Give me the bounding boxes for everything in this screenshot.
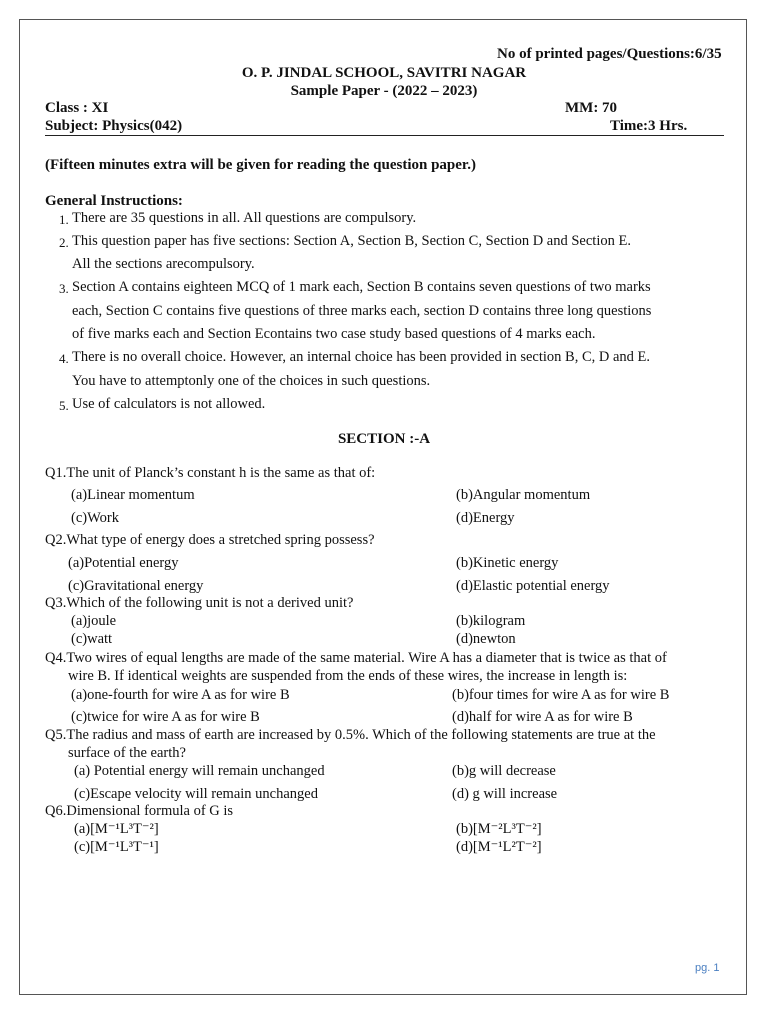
- school-name: O. P. JINDAL SCHOOL, SAVITRI NAGAR: [241, 65, 527, 81]
- section-title: SECTION :-A: [337, 431, 431, 447]
- instruction-number: 4.: [59, 351, 69, 366]
- option: (d)half for wire A as for wire B: [452, 709, 633, 725]
- question-text: Q5.The radius and mass of earth are increased by 0.5%. Which of the following statements are true at the: [45, 727, 656, 743]
- instruction-line: Section A contains eighteen MCQ of 1 mark each, Section B contains seven questions of two marks: [72, 279, 651, 295]
- question-text: wire B. If identical weights are suspended from the ends of these wires, the increase in length is:: [68, 668, 628, 684]
- question-text: Q2.What type of energy does a stretched spring possess?: [45, 532, 375, 548]
- option: (c)[M⁻¹L³T⁻¹]: [74, 839, 159, 855]
- option: (d)Elastic potential energy: [456, 578, 610, 594]
- header-divider: [45, 135, 724, 136]
- question-text: Q1.The unit of Planck’s constant h is the same as that of:: [45, 465, 376, 481]
- instruction-line: All the sections arecompulsory.: [72, 256, 255, 272]
- option: (b)Kinetic energy: [456, 555, 559, 571]
- option: (a)one-fourth for wire A as for wire B: [71, 687, 290, 703]
- option: (c)twice for wire A as for wire B: [71, 709, 260, 725]
- question-text: Q3.Which of the following unit is not a derived unit?: [45, 595, 354, 611]
- option: (b)[M⁻²L³T⁻²]: [456, 821, 542, 837]
- option: (a)Linear momentum: [71, 487, 195, 503]
- option: (b)Angular momentum: [456, 487, 591, 503]
- option: (b)four times for wire A as for wire B: [452, 687, 670, 703]
- time-label: Time:3 Hrs.: [610, 118, 688, 134]
- instruction-line: of five marks each and Section Econtains two case study based questions of 4 marks each.: [72, 326, 596, 342]
- instruction-number: 5.: [59, 398, 69, 413]
- instruction-line: This question paper has five sections: Section A, Section B, Section C, Section D and Section E.: [72, 233, 631, 249]
- option: (d)newton: [456, 631, 516, 647]
- paper-title: Sample Paper - (2022 – 2023): [290, 83, 478, 99]
- option: (a)joule: [71, 613, 117, 629]
- max-marks: MM: 70: [565, 100, 618, 116]
- subject-label: Subject: Physics(042): [45, 118, 183, 134]
- option: (a)[M⁻¹L³T⁻²]: [74, 821, 159, 837]
- option: (b)kilogram: [456, 613, 526, 629]
- option: (c)Escape velocity will remain unchanged: [74, 786, 318, 802]
- option: (c)Gravitational energy: [68, 578, 204, 594]
- option: (a)Potential energy: [68, 555, 179, 571]
- reading-note: (Fifteen minutes extra will be given for reading the question paper.): [45, 157, 476, 173]
- instructions-title: General Instructions:: [45, 193, 183, 209]
- page-number: pg. 1: [695, 962, 720, 974]
- instruction-line: each, Section C contains five questions of three marks each, section D contains three long questions: [72, 303, 652, 319]
- option: (d) g will increase: [452, 786, 558, 802]
- instruction-line: There is no overall choice. However, an internal choice has been provided in section B, C, D and E.: [72, 349, 651, 365]
- instruction-line: You have to attemptonly one of the choices in such questions.: [72, 373, 431, 389]
- option: (a) Potential energy will remain unchanged: [74, 763, 325, 779]
- class-label: Class : XI: [45, 100, 109, 116]
- pages-info: No of printed pages/Questions:6/35: [497, 46, 722, 62]
- instruction-line: Use of calculators is not allowed.: [72, 396, 266, 412]
- question-text: Q4.Two wires of equal lengths are made of the same material. Wire A has a diameter that is twice as that of: [45, 650, 667, 666]
- option: (d)[M⁻¹L²T⁻²]: [456, 839, 542, 855]
- instruction-number: 1.: [59, 212, 69, 227]
- option: (c)Work: [71, 510, 119, 526]
- instruction-number: 2.: [59, 235, 69, 250]
- question-text: Q6.Dimensional formula of G is: [45, 803, 234, 819]
- instruction-number: 3.: [59, 281, 69, 296]
- question-text: surface of the earth?: [68, 745, 186, 761]
- instruction-line: There are 35 questions in all. All questions are compulsory.: [72, 210, 417, 226]
- option: (b)g will decrease: [452, 763, 556, 779]
- option: (d)Energy: [456, 510, 515, 526]
- option: (c)watt: [71, 631, 113, 647]
